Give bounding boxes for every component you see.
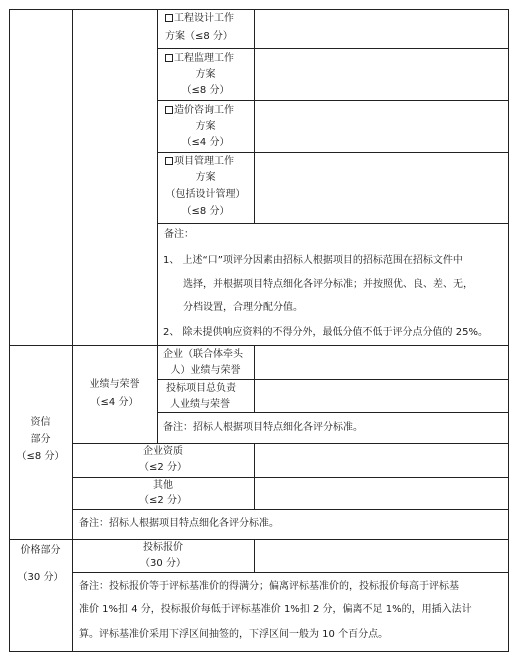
- row-divider: [157, 223, 509, 224]
- table-border-top: [9, 9, 509, 10]
- scoring-table: 工程设计工作 方案（≤8 分） 工程监理工作 方案 （≤8 分） 造价咨询工作 方案 （≤4 分） 项目管理工作 方案 （包括设计管理） （≤8 分） 备注： 1、 上述“口”项评分因素由招标人根据项目的招标范围在招标文件中 选择，并根据项目特点细化各评分标准；并按照优、良、差、无， 分档设置，合理分配分值。 2、 除未提供响应资料的不得分外，最低分值不低于评分点分值的 25%。 资信 部分 （≤8 分） 业绩与荣誉 （≤4 分） 企业（联合体牵头 人）业绩与荣誉 投标项目总负责 人业绩与荣誉 备注：招标人根据项目特点细化各评分标准。 企业资质 （≤2 分） 其他 （≤2 分） 备注：招标人根据项目特点细化各评分标准。 价格部分 （30 分） 投标报价 （30 分） 备注：投标报价等于评标基准价的得满分；偏离评标基准价的，投标报价每高于评标基 准价 1%扣 4 分，投标报价每低于评标基准价 1%扣 2 分，偏离不足 1%的，用插入法计 算。评标基准价采用下浮区间抽签的，下浮区间一般为 10 个百分点。: [0, 0, 516, 653]
- row-divider: [157, 100, 509, 101]
- col-divider: [254, 443, 255, 509]
- performance-note: 备注：招标人根据项目特点细化各评分标准。: [163, 422, 363, 433]
- checkbox-icon: [165, 157, 173, 165]
- divider-credit-section: [9, 345, 509, 346]
- row-divider: [157, 48, 509, 49]
- col-divider: [157, 345, 158, 443]
- checkbox-icon: [165, 106, 173, 114]
- table-border-bottom: [9, 651, 509, 652]
- checkbox-icon: [165, 54, 173, 62]
- col-divider: [254, 539, 255, 572]
- table-border-right: [508, 9, 509, 652]
- credit-note: 备注：招标人根据项目特点细化各评分标准。: [79, 518, 279, 529]
- col-divider: [72, 9, 73, 345]
- col-divider: [254, 9, 255, 223]
- checkbox-icon: [165, 14, 173, 22]
